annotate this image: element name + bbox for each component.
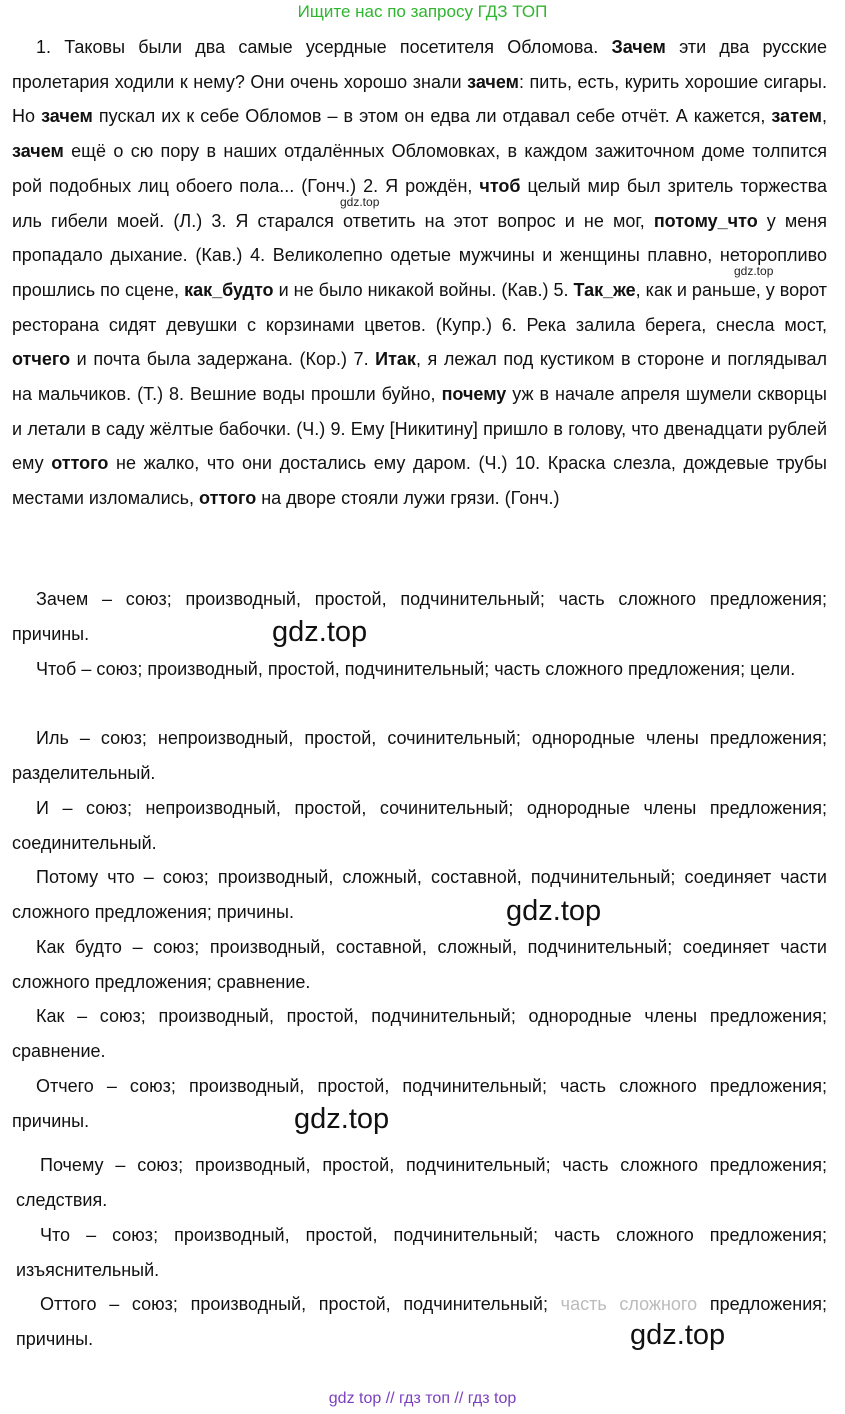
exercise-text-segment: , как и раньше, у ворот ресторана сидят девушки с корзинами цветов. (Купр.) 6. Река залила берега, снесла мост, — [12, 279, 828, 335]
watermark-big-4: gdz.top — [630, 1319, 726, 1351]
conjunction-highlight: почему — [441, 384, 507, 405]
exercise-text-segment: и почта была задержана. (Кор.) 7. — [70, 349, 376, 370]
exercise-text-segment: 1. Таковы были два самые усердные посетителя Обломова. — [36, 37, 612, 57]
exercise-text-segment: пускал их к себе Обломов – в этом он едва ли отдавал себе отчёт. А кажется, — [92, 106, 772, 127]
conjunction-highlight: отчего — [12, 349, 71, 370]
watermark-big-2: gdz.top — [506, 895, 602, 927]
answer-item: Потому что – союз; производный, сложный, составной, подчинительный; соединяет части сложного предложения; причины. — [12, 867, 827, 922]
conjunction-highlight: оттого — [199, 488, 257, 509]
conjunction-highlight: зачем — [12, 141, 64, 162]
conjunction-highlight: Зачем — [611, 37, 666, 57]
answer-item: Отчего – союз; производный, простой, подчинительный; часть сложного предложения; причины. — [12, 1076, 827, 1131]
footer: gdz top // гдз топ // гдз top — [328, 1390, 517, 1407]
exercise-text-segment: уж в начале апреля шумели скворцы и летали в саду жёлтые бабочки. (Ч.) 9. Ему [Никитину] пришло в голову, что двенадцати рублей ему — [12, 384, 827, 474]
conjunction-highlight: зачем — [41, 106, 93, 127]
exercise-text-segment: на дворе стояли лужи грязи. (Гонч.) — [256, 488, 560, 509]
answer-last-faded: часть сложного — [547, 1294, 698, 1314]
answer-item: Как будто – союз; производный, составной, сложный, подчинительный; соединяет части сложного предложения; сравнение. — [12, 937, 827, 992]
conjunction-highlight: зачем — [467, 71, 519, 92]
exercise-text — [12, 30, 827, 516]
exercise-text-segment: у меня пропадало дыхание. (Кав.) 4. Великолепно одетые мужчины и женщины плавно, неторопливо прошлись по сцене, — [12, 210, 827, 300]
exercise-paragraph — [12, 30, 827, 516]
conjunction-highlight: Так_же — [573, 279, 636, 300]
exercise-text-segment: эти два русские пролетария ходили к нему? Они очень хорошо знали — [12, 37, 828, 92]
watermark-big-3: gdz.top — [294, 1103, 390, 1135]
exercise-text-segment: не жалко, что они достались ему даром. (Ч.) 10. Краска слезла, дождевые трубы местами изломались, — [12, 453, 827, 509]
exercise-text-segment: , — [822, 106, 828, 127]
conjunction-highlight: Итак — [375, 349, 416, 370]
answer-last-part3: предложения; причины. — [16, 1294, 828, 1349]
conjunction-highlight: чтоб — [479, 175, 521, 196]
exercise-text-segment: : пить, есть, курить хорошие сигары. Но — [12, 71, 827, 127]
answer-item: Как – союз; производный, простой, подчинительный; однородные члены предложения; сравнение. — [12, 1006, 827, 1061]
answer-item: И – союз; непроизводный, простой, сочинительный; однородные члены предложения; соединительный. — [12, 798, 827, 853]
answer-last-part1: Оттого – союз; производный, простой, подчинительный; — [40, 1294, 548, 1314]
conjunction-highlight: как_будто — [184, 279, 274, 300]
exercise-text-segment: , я лежал под кустиком в стороне и поглядывал на мальчиков. (Т.) 8. Вешние воды прошли буйно, — [12, 349, 827, 405]
exercise-text-segment: и не было никакой войны. (Кав.) 5. — [273, 279, 574, 300]
watermark-small-2: gdz.top — [734, 264, 774, 278]
answer-item: Почему – союз; производный, простой, подчинительный; часть сложного предложения; следствия. — [16, 1155, 827, 1210]
answer-item: Что – союз; производный, простой, подчинительный; часть сложного предложения; изъяснительный. — [16, 1225, 827, 1280]
exercise-text-segment: ещё о сю пору в наших отдалённых Обломовках, в каждом зажиточном доме толпится рой подобных лиц обоего пола... (Гонч.) 2. Я рождён, — [12, 141, 827, 196]
answer-item: Иль – союз; непроизводный, простой, сочинительный; однородные члены предложения; разделительный. — [12, 728, 827, 783]
answer-item: Чтоб – союз; производный, простой, подчинительный; часть сложного предложения; цели. — [36, 659, 796, 679]
conjunction-highlight: оттого — [51, 453, 109, 474]
conjunction-highlight: потому_что — [653, 210, 758, 231]
exercise-text-segment: целый мир был зритель торжества иль гибели моей. (Л.) 3. Я старался ответить на этот вопрос и не мог, — [12, 175, 827, 231]
top-banner: Ищите нас по запросу ГДЗ ТОП — [297, 2, 548, 21]
watermark-big-1: gdz.top — [272, 616, 368, 648]
answer-item: Зачем – союз; производный, простой, подчинительный; часть сложного предложения; причины. — [12, 589, 827, 644]
conjunction-highlight: затем — [771, 106, 822, 127]
watermark-small-1: gdz.top — [340, 195, 380, 209]
